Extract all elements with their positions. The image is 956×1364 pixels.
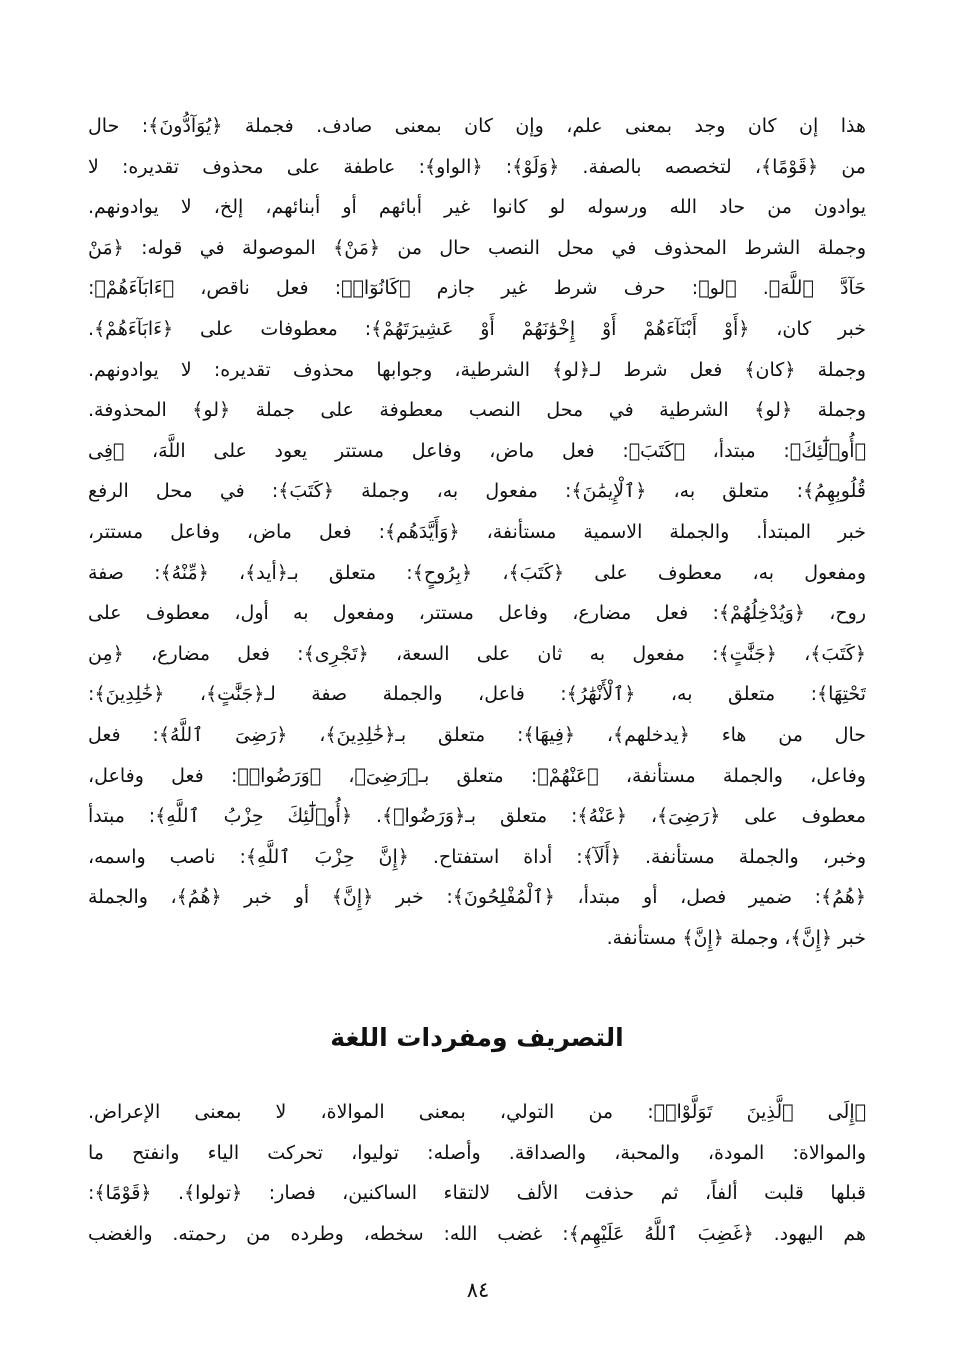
commentary-paragraph: [88, 106, 866, 958]
page-number: ٨٤: [466, 1278, 490, 1302]
vocabulary-paragraph: [88, 1092, 866, 1254]
text-line: قُلُوبِهِمُ﴾: متعلق به، ﴿ٱلْإِيمَٰنَ﴾: مفعول به، وجملة ﴿كَتَبَ﴾: في محل الرفع: [88, 480, 866, 503]
text-line: يوادون من حاد الله ورسوله لو كانوا غير أبائهم أو أبنائهم، إلخ، لا يوادونهم.: [88, 196, 866, 219]
text-line: معطوف على ﴿رَضِىَ﴾، ﴿عَنْهُ﴾: متعلق بـ﴿وَرَضُوا۟﴾. ﴿أُو۟لَٰٓئِكَ حِزْبُ ٱللَّهِ﴾: مبتدأ: [88, 805, 866, 828]
text-line: وخبر، والجملة مستأنفة. ﴿أَلَآ﴾: أداة استفتاح. ﴿إِنَّ حِزْبَ ٱللَّهِ﴾: ناصب واسمه،: [88, 845, 866, 868]
text-line: خبر المبتدأ. والجملة الاسمية مستأنفة، ﴿وَأَيَّدَهُم﴾: فعل ماض، وفاعل مستتر،: [88, 520, 866, 543]
text-line: ﴿أُو۟لَٰٓئِكَ﴾: مبتدأ، ﴿كَتَبَ﴾: فعل ماض، وفاعل مستتر يعود على اللَّهَ، ﴿فِى: [88, 439, 866, 462]
text-line: ﴿هُمُ﴾: ضمير فصل، أو مبتدأ، ﴿ٱلْمُفْلِحُونَ﴾: خبر ﴿إِنَّ﴾ أو خبر ﴿هُمُ﴾، والجملة: [88, 886, 866, 909]
text-line: حَآدَّ ٱللَّهَ﴾. ﴿لو﴾: حرف شرط غير جازم ﴿كَانُوٓا۟﴾: فعل ناقص، ﴿ءَابَآءَهُمْ﴾:: [88, 277, 866, 300]
text-line: ﴿إِلَى ٱلَّذِينَ تَوَلَّوْا۟﴾: من التولي، بمعنى الموالاة، لا بمعنى الإعراض.: [88, 1101, 866, 1123]
text-line: ومفعول به، معطوف على ﴿كَتَبَ﴾، ﴿بِرُوحٍ﴾: متعلق بـ﴿أيد﴾، ﴿مِّنْهُ﴾: صفة: [88, 561, 866, 584]
text-line: روح، ﴿وَيُدْخِلُهُمْ﴾: فعل مضارع، وفاعل مستتر، ومفعول به أول، معطوف على: [88, 602, 866, 625]
text-line: ﴿كَتَبَ﴾، ﴿جَنَّٰتٍ﴾: مفعول به ثان على السعة، ﴿تَجْرِى﴾: فعل مضارع، ﴿مِن: [88, 642, 866, 665]
text-line: قبلها قلبت ألفاً، ثم حذفت الألف لالتقاء الساكنين، فصار: ﴿تولوا﴾. ﴿قَوْمًا﴾:: [88, 1182, 866, 1205]
text-line: حال من هاء ﴿يدخلهم﴾، ﴿فِيهَا﴾: متعلق بـ﴿خَٰلِدِينَ﴾، ﴿رَضِىَ ٱللَّهُ﴾: فعل: [88, 723, 866, 746]
text-line: خبر كان، ﴿أَوْ أَبْنَآءَهُمْ أَوْ إِخْوَٰنَهُمْ أَوْ عَشِيرَتَهُمْ﴾: معطوفات على ﴿ءَابَآءَهُمْ﴾.: [88, 317, 866, 340]
text-line: وجملة ﴿كان﴾ فعل شرط لـ﴿لو﴾ الشرطية، وجوابها محذوف تقديره: لا يوادونهم.: [88, 358, 866, 381]
text-line: تَحْتِهَا﴾: متعلق به، ﴿ٱلْأَنْهَٰرُ﴾: فاعل، والجملة صفة لـ﴿جَنَّٰتٍ﴾، ﴿خَٰلِدِينَ﴾:: [88, 683, 866, 706]
text-line: خبر ﴿إِنَّ﴾، وجملة ﴿إِنَّ﴾ مستأنفة.: [606, 926, 866, 949]
text-line: هم اليهود. ﴿غَضِبَ ٱللَّهُ عَلَيْهِم﴾: غضب الله: سخطه، وطرده من رحمته. والغضب: [88, 1222, 866, 1245]
text-line: وجملة ﴿لو﴾ الشرطية في محل النصب معطوفة على جملة ﴿لو﴾ المحذوفة.: [88, 399, 866, 422]
text-line: من ﴿قَوْمًا﴾، لتخصصه بالصفة. ﴿وَلَوْ﴾: ﴿الواو﴾: عاطفة على محذوف تقديره: لا: [88, 155, 866, 178]
text-line: هذا إن كان وجد بمعنى علم، وإن كان بمعنى صادف. فجملة ﴿يُوَآدُّونَ﴾: حال: [88, 115, 866, 137]
text-line: وجملة الشرط المحذوف في محل النصب حال من ﴿مَنْ﴾ الموصولة في قوله: ﴿مَنْ: [88, 236, 866, 259]
section-title: التصريف ومفردات اللغة: [330, 1023, 624, 1052]
text-line: وفاعل، والجملة مستأنفة، ﴿عَنْهُمْ﴾: متعلق بـ﴿رَضِىَ﴾، ﴿وَرَضُوا۟﴾: فعل وفاعل،: [88, 764, 866, 787]
text-line: والموالاة: المودة، والمحبة، والصداقة. وأصله: توليوا، تحركت الياء وانفتح ما: [88, 1141, 866, 1164]
